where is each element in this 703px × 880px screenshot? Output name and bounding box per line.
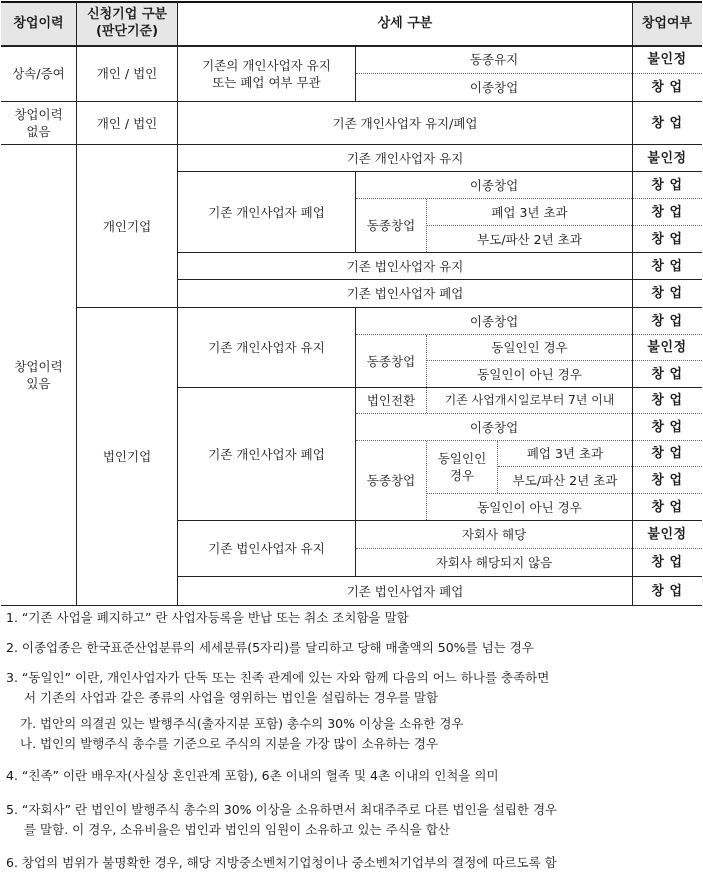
row-divider [356, 334, 702, 335]
detail-diff-type-1: 이종창업 [469, 80, 519, 95]
table-top-border [1, 1, 702, 3]
detail-indiv-keep-or-close: 기존 개인사업자 유지/폐업 [332, 115, 478, 131]
applicant-indiv-company: 개인기업 [102, 218, 152, 234]
footnote-3-a: 가. 법안의 의결권 있는 발행주식(출자지분 포함) 총수의 30% 이상을 소유한 경우 [20, 716, 464, 731]
footnote-1: 1. “기존 사업을 폐지하고” 란 사업자등록을 반납 또는 취소 조치함을 말함 [6, 610, 409, 625]
row-inherit: 상속/증여 [12, 66, 65, 81]
result-cell: 창 업 [651, 115, 683, 131]
col-divider [177, 1, 178, 605]
result-cell: 창 업 [651, 286, 683, 301]
detail-corp-close: 기존 법인사업자 폐업 [346, 286, 464, 301]
header-applicant-title: 신청기업 구분 [87, 7, 167, 22]
result-cell: 불인정 [647, 527, 687, 542]
result-cell: 창 업 [651, 258, 683, 274]
col-divider [426, 335, 427, 387]
detail-maintain-or-close-line2: 또는 폐업 여부 무관 [212, 74, 321, 90]
col-divider [355, 172, 356, 252]
col-divider [426, 388, 427, 413]
detail-corp-keep: 기존 법인사업자 유지 [346, 258, 464, 274]
detail-bankrupt-2y: 부도/파산 2년 초과 [477, 231, 582, 247]
row-divider [427, 225, 702, 226]
result-cell: 창 업 [651, 446, 683, 461]
footnote-2: 2. 이종업종은 한국표준산업분류의 세세분류(5자리)를 달리하고 당해 매출액의 50%를 넘는 경우 [6, 640, 534, 655]
row-divider [427, 493, 702, 494]
detail-indiv-keep-2: 기존 개인사업자 유지 [208, 340, 325, 355]
col-divider [497, 441, 498, 493]
col-divider [426, 441, 427, 520]
result-cell: 창 업 [651, 472, 683, 488]
detail-not-same-person: 동일인이 아닌 경우 [477, 366, 582, 382]
col-divider [355, 308, 356, 387]
row-divider [498, 466, 702, 467]
row-divider [178, 520, 702, 521]
detail-maintain-or-close-line1: 기존의 개인사업자 유지 [202, 57, 331, 73]
detail-same-person: 동일인인 경우 [491, 340, 568, 355]
header-result: 창업여부 [641, 15, 693, 31]
col-divider [632, 1, 633, 605]
header-applicant-sub: (판단기준) [95, 24, 159, 39]
row-divider [178, 279, 702, 280]
result-cell: 창 업 [651, 204, 683, 220]
row-has-history-line2: 있음 [26, 376, 51, 391]
result-cell: 불인정 [647, 150, 687, 166]
detail-same-type: 동종유지 [469, 52, 519, 67]
detail-corp-close-2: 기존 법인사업자 폐업 [346, 583, 464, 599]
row-divider [356, 440, 702, 441]
row-divider [178, 387, 702, 388]
header-applicant [77, 1, 177, 45]
row-divider [427, 360, 702, 361]
detail-not-subsidiary: 자회사 해당되지 않음 [435, 555, 553, 570]
footnote-5-cont: 를 말함. 이 경우, 소유비율은 법인과 법인의 임원이 소유하고 있는 주식을 합산 [24, 822, 450, 837]
row-divider [178, 576, 702, 577]
row-divider [1, 101, 702, 102]
result-cell: 창 업 [651, 583, 683, 599]
result-cell: 창 업 [651, 366, 683, 382]
detail-same-person-2-line2: 경우 [449, 468, 475, 483]
footnote-3-b: 나. 법인의 발행주식 총수를 기준으로 주식의 지분을 가장 많이 소유하는 경우 [20, 736, 439, 751]
detail-bankrupt-2y-2: 부도/파산 2년 초과 [512, 472, 618, 488]
col-divider [76, 1, 77, 605]
detail-close-3y-2: 폐업 3년 초과 [526, 446, 604, 461]
detail-indiv-keep: 기존 개인사업자 유지 [346, 150, 464, 166]
result-cell: 불인정 [647, 340, 687, 355]
detail-maintain-or-close [178, 46, 355, 101]
row-divider [77, 307, 702, 308]
row-has-history [1, 145, 76, 605]
col-divider [426, 199, 427, 252]
table-bottom-border [1, 605, 702, 606]
detail-diff-type-3: 이종창업 [469, 313, 519, 329]
detail-not-same-person-2: 동일인이 아닌 경우 [477, 499, 582, 515]
result-cell: 창 업 [651, 313, 683, 329]
result-cell: 창 업 [651, 177, 683, 193]
detail-corp-convert: 법인전환 [366, 393, 416, 408]
detail-diff-type-4: 이종창업 [469, 419, 519, 435]
row-divider [356, 198, 702, 199]
applicant-indiv-or-corp: 개인 / 법인 [96, 66, 158, 81]
detail-close-3y: 폐업 3년 초과 [491, 204, 568, 220]
detail-within-7y: 기존 사업개시일로부터 7년 이내 [444, 393, 615, 407]
footnote-3: 3. “동일인” 이란, 개인사업자가 단독 또는 친족 관계에 있는 자와 함께 다음의 어느 하나를 충족하면 [6, 670, 550, 685]
detail-diff-type-2: 이종창업 [469, 177, 519, 193]
header-history: 창업이력 [13, 15, 64, 31]
row-divider [1, 144, 702, 145]
footnote-3-cont: 서 기존의 사업과 같은 종류의 사업을 영위하는 법인을 설립하는 경우를 말함 [24, 690, 439, 705]
result-cell: 창 업 [651, 419, 683, 435]
detail-same-startup-1: 동종창업 [366, 218, 416, 233]
footnote-4: 4. “친족” 이란 배우자(사실상 혼인관계 포함), 6촌 이내의 혈족 및 4촌 이내의 인척을 의미 [6, 768, 499, 783]
header-bottom-border [1, 45, 702, 47]
col-divider [355, 388, 356, 520]
result-cell: 창 업 [651, 555, 683, 570]
applicant-corp-company: 법인기업 [102, 449, 152, 464]
col-divider [355, 46, 356, 101]
row-no-history-line2: 없음 [26, 124, 51, 139]
result-cell: 창 업 [651, 393, 683, 408]
row-divider [356, 73, 702, 74]
detail-subsidiary: 자회사 해당 [461, 527, 527, 542]
detail-same-person-2-line1: 동일인인 [437, 451, 487, 466]
detail-same-person-2 [427, 441, 497, 493]
footnote-5: 5. “자회사” 란 법인이 발행주식 총수의 30% 이상을 소유하면서 최대주주로 다른 법인을 설립한 경우 [6, 802, 558, 817]
result-cell: 창 업 [651, 231, 683, 247]
result-cell: 창 업 [651, 499, 683, 515]
detail-indiv-close: 기존 개인사업자 폐업 [208, 204, 325, 220]
detail-indiv-close-2: 기존 개인사업자 폐업 [208, 446, 325, 462]
detail-same-startup-3: 동종창업 [366, 473, 416, 488]
detail-corp-keep-2: 기존 법인사업자 유지 [208, 541, 325, 556]
startup-criteria-table [1, 1, 702, 605]
col-divider [355, 521, 356, 576]
header-detail: 상세 구분 [377, 15, 433, 31]
row-has-history-line1: 창업이력 [14, 359, 63, 374]
applicant-indiv-or-corp-2: 개인 / 법인 [96, 115, 158, 131]
row-divider [356, 548, 702, 549]
row-divider [178, 171, 702, 172]
row-divider [356, 413, 702, 414]
detail-same-startup-2: 동종창업 [366, 353, 416, 369]
result-cell: 창 업 [651, 80, 683, 95]
row-no-history-line1: 창업이력 [14, 107, 63, 122]
row-divider [178, 252, 702, 253]
footnote-6: 6. 창업의 범위가 불명확한 경우, 해당 지방중소벤처기업청이나 중소벤처기업부의 결정에 따르도록 함 [6, 855, 557, 870]
row-no-history [1, 102, 76, 144]
result-cell: 불인정 [647, 52, 687, 67]
